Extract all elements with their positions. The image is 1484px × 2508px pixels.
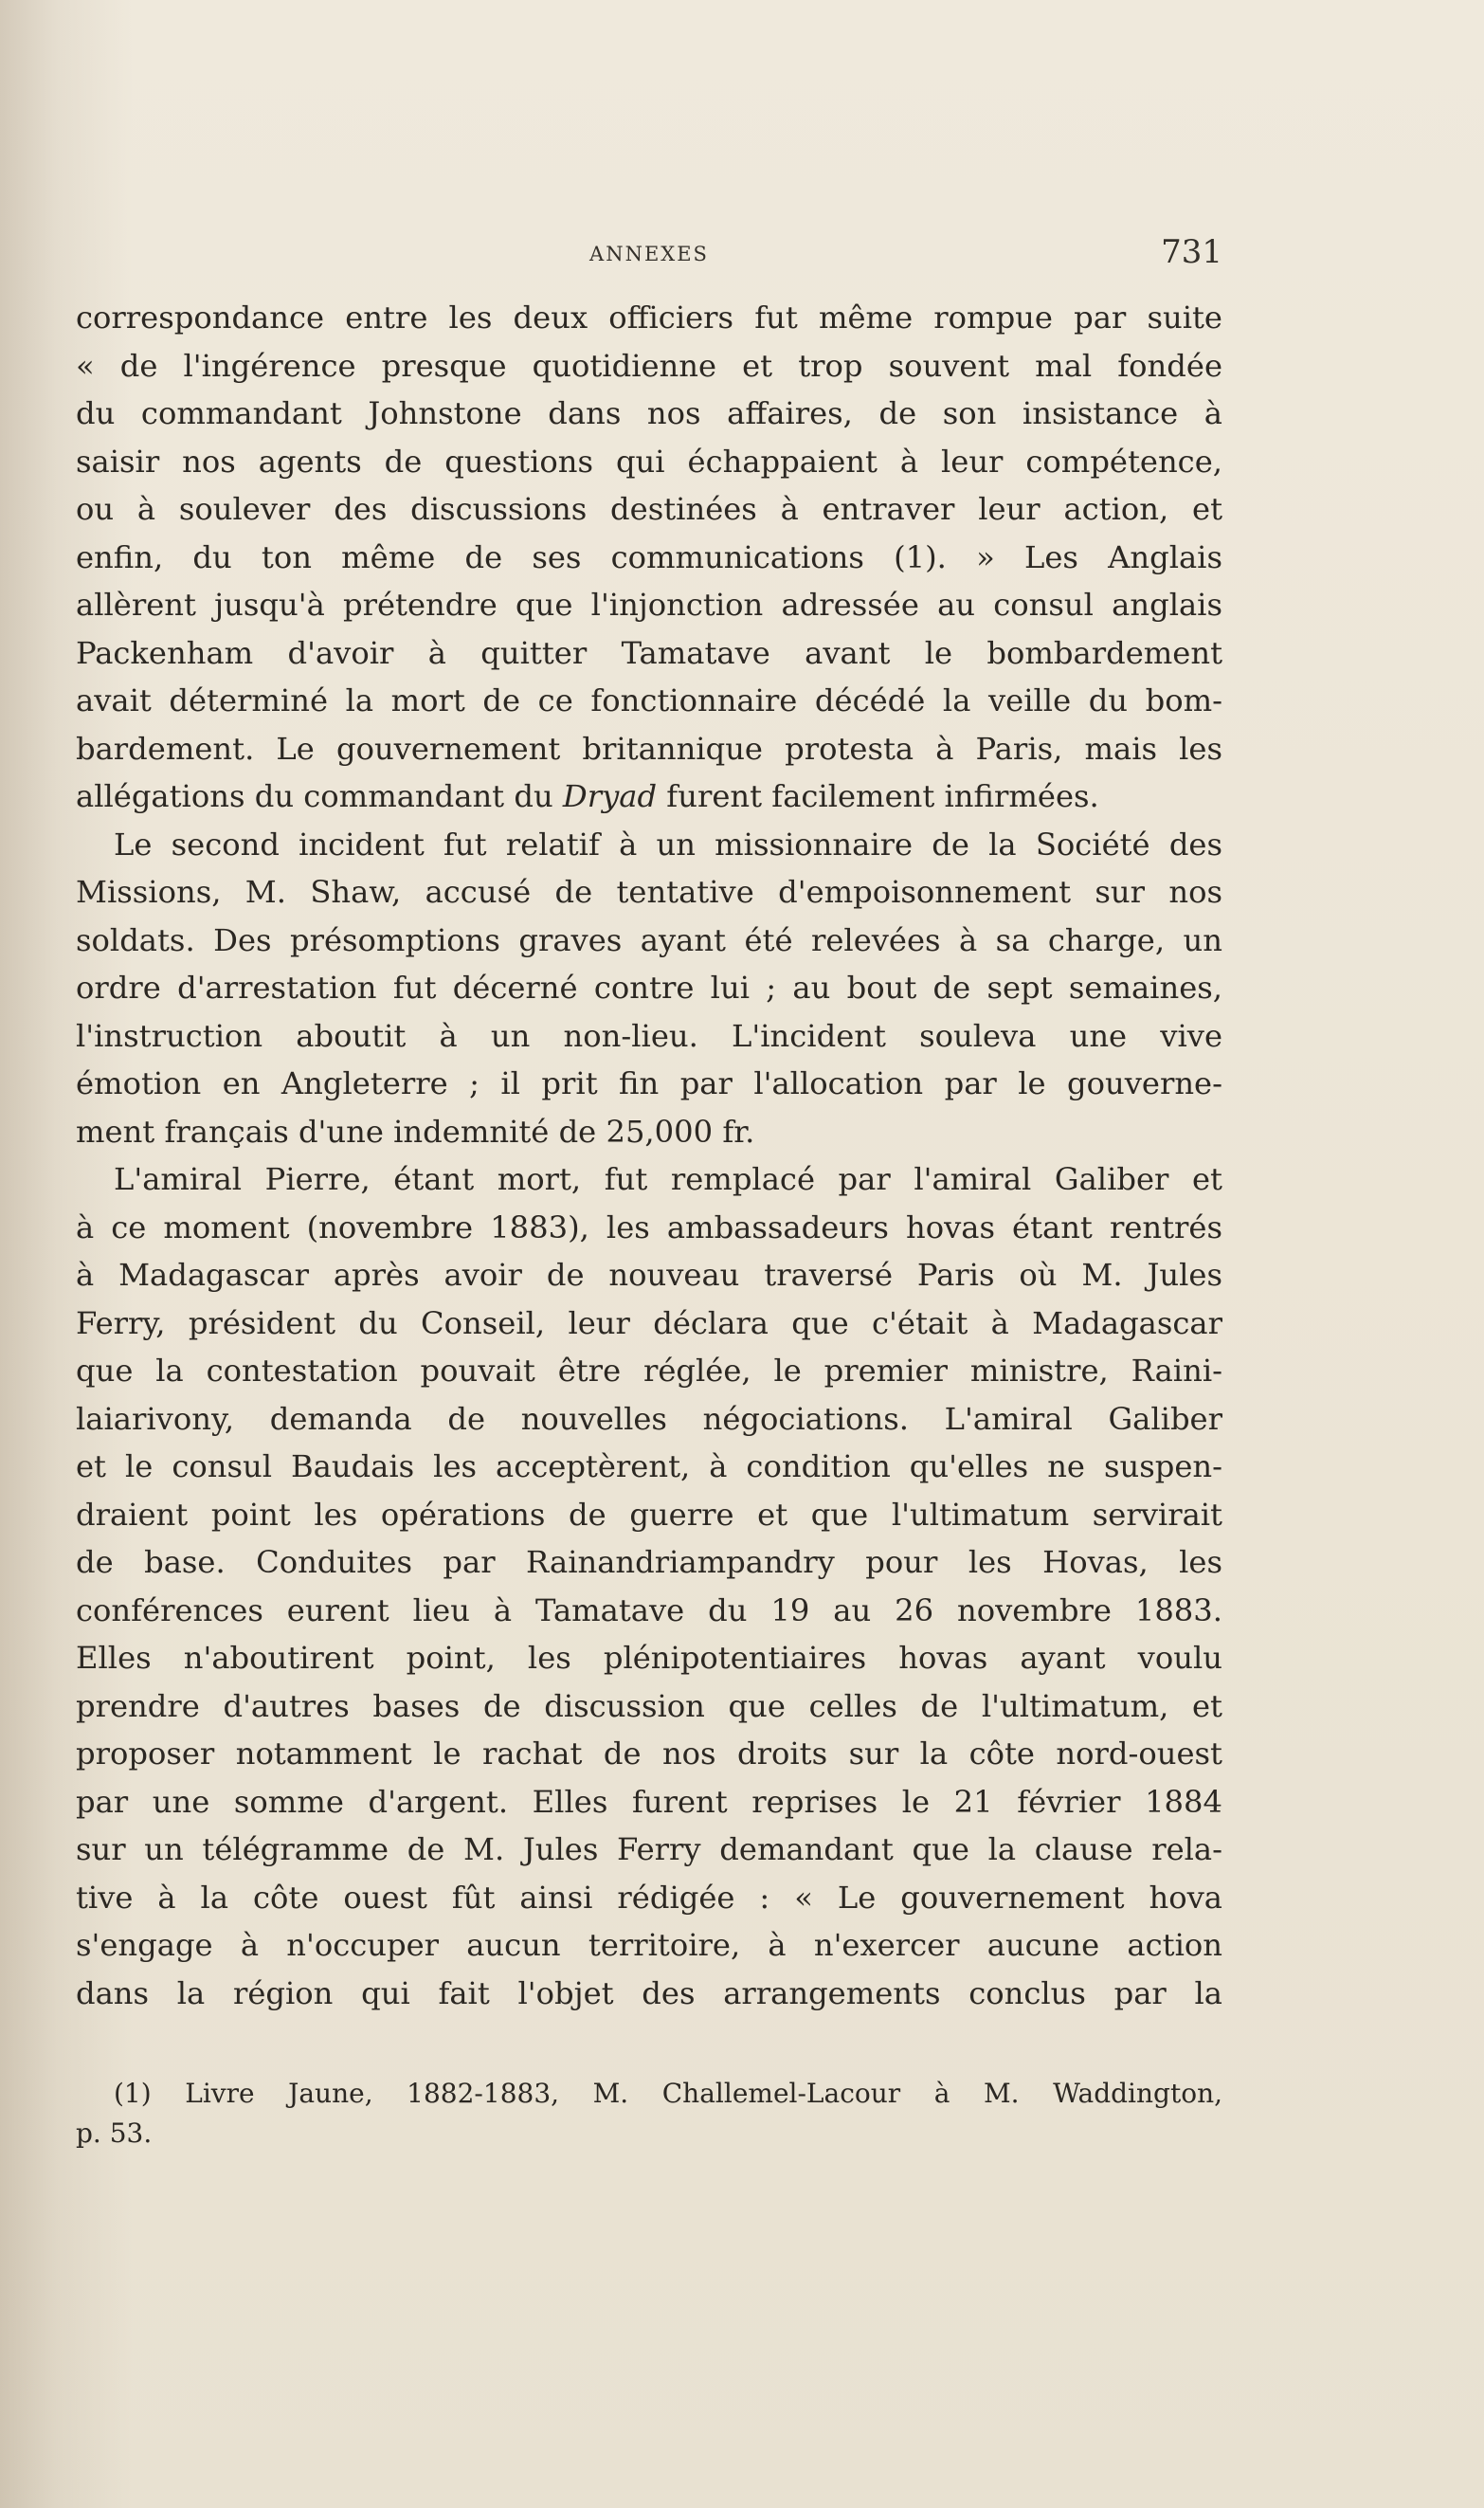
text-line: de base. Conduites par Rainandriampandry pour les Hovas, les — [76, 1544, 1222, 1580]
text-line: proposer notamment le rachat de nos droits sur la côte nord-ouest — [76, 1736, 1222, 1772]
text-line: avait déterminé la mort de ce fonctionnaire décédé la veille du bom- — [76, 682, 1222, 718]
text-line: dans la région qui fait l'objet des arrangements conclus par la — [76, 1974, 1222, 2011]
text-line: correspondance entre les deux officiers fut même rompue par suite — [76, 300, 1222, 336]
text-line: à ce moment (novembre 1883), les ambassadeurs hovas étant rentrés — [76, 1209, 1222, 1245]
text-line: à Madagascar après avoir de nouveau traversé Paris où M. Jules — [76, 1257, 1222, 1293]
text-line: soldats. Des présomptions graves ayant été relevées à sa charge, un — [76, 921, 1222, 958]
text-line: Elles n'aboutirent point, les plénipotentiaires hovas ayant voulu — [76, 1640, 1222, 1676]
text-line: saisir nos agents de questions qui échappaient à leur compétence, — [76, 443, 1222, 480]
text-line: L'amiral Pierre, étant mort, fut remplacé par l'amiral Galiber et — [114, 1161, 1222, 1197]
footnote-line: (1) Livre Jaune, 1882-1883, M. Challemel-Lacour à M. Waddington, — [114, 2078, 1222, 2109]
text-line: bardement. Le gouvernement britannique protesta à Paris, mais les — [76, 730, 1222, 767]
text-line: draient point les opérations de guerre et que l'ultimatum servirait — [76, 1496, 1222, 1533]
text-line: et le consul Baudais les acceptèrent, à condition qu'elles ne suspen- — [76, 1448, 1222, 1484]
text-line: Le second incident fut relatif à un missionnaire de la Société des — [114, 826, 1222, 863]
footnote-line: p. 53. — [76, 2117, 153, 2149]
text-line: Packenham d'avoir à quitter Tamatave avant le bombardement — [76, 634, 1222, 671]
text-line: prendre d'autres bases de discussion que celles de l'ultimatum, et — [76, 1687, 1222, 1724]
text-line: émotion en Angleterre ; il prit fin par l'allocation par le gouverne- — [76, 1065, 1222, 1101]
text-line: allégations du commandant du Dryad furent facilement infirmées. — [76, 778, 1099, 814]
text-line: ordre d'arrestation fut décerné contre lui ; au bout de sept semaines, — [76, 970, 1222, 1006]
text-line: sur un télégramme de M. Jules Ferry demandant que la clause rela- — [76, 1831, 1222, 1867]
ship-name: Dryad — [562, 778, 658, 814]
footnotes — [76, 2074, 1222, 2154]
text-line: allèrent jusqu'à prétendre que l'injonction adressée au consul anglais — [76, 587, 1222, 623]
text-line: enfin, du ton même de ses communications (1). » Les Anglais — [76, 538, 1222, 575]
text-line: conférences eurent lieu à Tamatave du 19 au 26 novembre 1883. — [76, 1591, 1222, 1628]
text-line: que la contestation pouvait être réglée, le premier ministre, Raini- — [76, 1353, 1222, 1389]
text-line: du commandant Johnstone dans nos affaires, de son insistance à — [76, 395, 1222, 431]
text-line: Ferry, président du Conseil, leur déclara que c'était à Madagascar — [76, 1304, 1222, 1341]
page-number: 731 — [1161, 233, 1222, 271]
page-header — [76, 233, 1222, 271]
text-line: l'instruction aboutit à un non-lieu. L'incident souleva une vive — [76, 1017, 1222, 1054]
text-line: ou à soulever des discussions destinées à entraver leur action, et — [76, 491, 1222, 527]
text-line: ment français d'une indemnité de 25,000 fr. — [76, 1113, 755, 1150]
text-line: s'engage à n'occuper aucun territoire, à n'exercer aucune action — [76, 1927, 1222, 1963]
text-line: Missions, M. Shaw, accusé de tentative d'empoisonnement sur nos — [76, 874, 1222, 910]
text-line: « de l'ingérence presque quotidienne et trop souvent mal fondée — [76, 347, 1222, 384]
text-line: par une somme d'argent. Elles furent reprises le 21 février 1884 — [76, 1783, 1222, 1820]
body-text — [76, 294, 1222, 2017]
text-line: laiarivony, demanda de nouvelles négociations. L'amiral Galiber — [76, 1400, 1222, 1437]
text-line: tive à la côte ouest fût ainsi rédigée : « Le gouvernement hova — [76, 1879, 1222, 1916]
running-head: ANNEXES — [589, 243, 709, 265]
